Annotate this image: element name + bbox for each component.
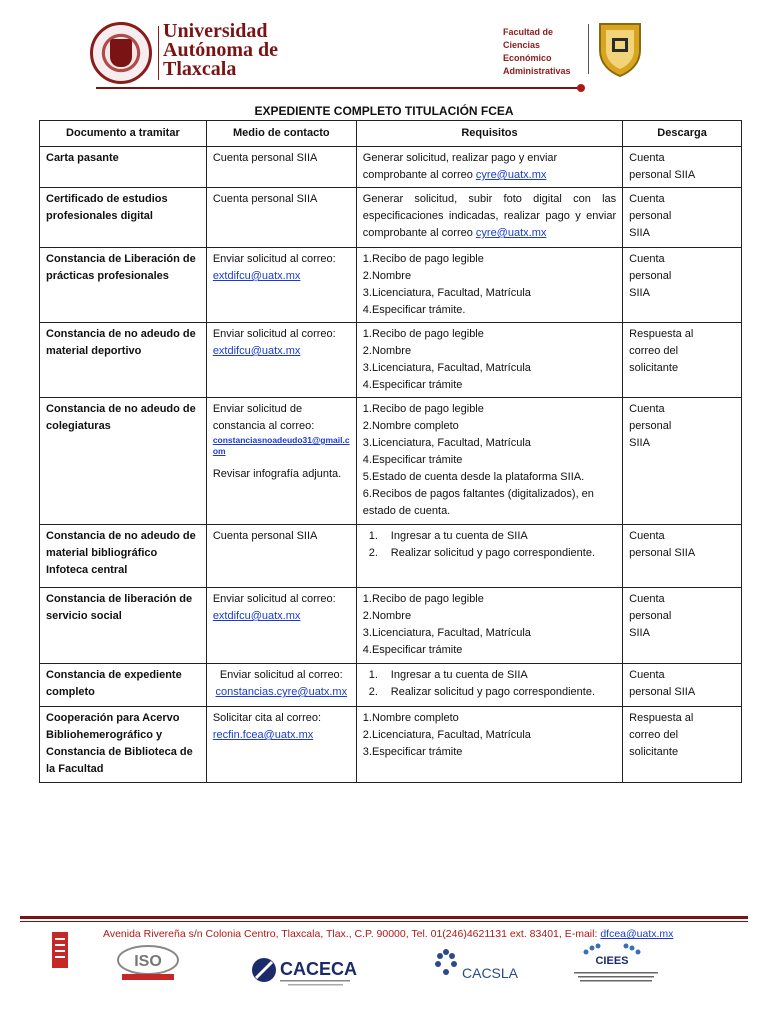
- footer-address: [103, 928, 673, 940]
- contact-cell: Cuenta personal SIIA: [206, 147, 356, 188]
- footer-rule: [20, 916, 748, 919]
- download-line: Cuenta: [629, 530, 665, 542]
- requirements-cell: [356, 707, 622, 783]
- download-line: Cuenta: [629, 593, 665, 605]
- faculty-name-line: Ciencias: [503, 40, 541, 50]
- document-cell: Certificado de estudios profesionales digital: [40, 188, 207, 248]
- header-rule: [96, 87, 582, 89]
- contact-text: Enviar solicitud al correo:: [212, 593, 336, 605]
- certification-logo: [52, 932, 68, 982]
- contact-text: Enviar solicitud al correo:: [212, 328, 336, 340]
- header-divider: [158, 26, 159, 80]
- requirement-item: 3.Licenciatura, Facultad, Matrícula: [362, 627, 531, 639]
- step-text: Ingresar a tu cuenta de SIIA: [390, 669, 528, 681]
- column-header-requisitos: Requisitos: [356, 121, 622, 147]
- requirement-item: 3.Licenciatura, Facultad, Matrícula: [362, 287, 531, 299]
- header-rule-dot: [577, 84, 585, 92]
- requirement-item: 2.Nombre: [362, 270, 412, 282]
- download-cell: [623, 664, 742, 707]
- email-link[interactable]: extdifcu@uatx.mx: [212, 610, 301, 622]
- requirement-step: [363, 667, 616, 684]
- requirement-item: 1.Recibo de pago legible: [362, 593, 484, 605]
- requirements-cell: [356, 664, 622, 707]
- document-cell: Constancia de no adeudo de material deportivo: [40, 323, 207, 398]
- requirements-cell: [356, 525, 622, 588]
- download-line: Cuenta: [629, 152, 665, 164]
- download-line: personal: [629, 270, 672, 282]
- download-line: SIIA: [629, 437, 650, 449]
- step-text: Realizar solicitud y pago correspondiente.: [390, 686, 596, 698]
- requirement-item: 4.Especificar trámite: [362, 454, 463, 466]
- requirement-item: 2.Licenciatura, Facultad, Matrícula: [362, 729, 531, 741]
- email-link[interactable]: constancias.cyre@uatx.mx: [215, 686, 348, 698]
- requirements-text: Generar solicitud, realizar pago y enviar comprobante al correo: [362, 152, 558, 181]
- requirement-item: 2.Nombre completo: [362, 420, 459, 432]
- requirement-item: 4.Especificar trámite: [362, 644, 463, 656]
- download-cell: [623, 398, 742, 525]
- download-line: correo del: [629, 729, 679, 741]
- table-row: [40, 323, 742, 398]
- download-cell: [623, 323, 742, 398]
- email-link[interactable]: recfin.fcea@uatx.mx: [212, 729, 314, 741]
- cacsla-logo-text: CACSLA: [462, 965, 519, 981]
- university-name-line: Universidad: [163, 20, 268, 42]
- requirement-item: 1.Recibo de pago legible: [362, 328, 484, 340]
- download-line: correo del: [629, 345, 679, 357]
- download-line: Cuenta: [629, 403, 665, 415]
- step-number: 2.: [368, 686, 378, 698]
- download-line: personal SIIA: [629, 547, 696, 559]
- download-line: Cuenta: [629, 193, 665, 205]
- download-cell: [623, 525, 742, 588]
- caceca-logo: [248, 950, 358, 990]
- faculty-name-line: Administrativas: [503, 66, 571, 76]
- requirements-cell: [356, 147, 622, 188]
- column-header-medio: Medio de contacto: [206, 121, 356, 147]
- table-row: [40, 588, 742, 664]
- download-line: Respuesta al: [629, 712, 694, 724]
- contact-text: Enviar solicitud al correo:: [219, 669, 343, 681]
- ciees-logo: [566, 942, 666, 988]
- iso-logo-text: ISO: [134, 953, 162, 970]
- contact-cell: [206, 588, 356, 664]
- requirement-item: 4.Especificar trámite: [362, 379, 463, 391]
- requirement-item: 1.Recibo de pago legible: [362, 403, 484, 415]
- download-line: solicitante: [629, 362, 679, 374]
- contact-cell: Cuenta personal SIIA: [206, 188, 356, 248]
- requirement-item: 3.Licenciatura, Facultad, Matrícula: [362, 437, 531, 449]
- document-cell: Constancia de expediente completo: [40, 664, 207, 707]
- document-cell: Constancia de no adeudo de material bibliográfico Infoteca central: [40, 525, 207, 588]
- requirement-step: [363, 545, 616, 562]
- page-title: EXPEDIENTE COMPLETO TITULACIÓN FCEA: [254, 104, 514, 118]
- requirement-step: [363, 528, 616, 545]
- download-line: personal SIIA: [629, 169, 696, 181]
- contact-cell: [206, 323, 356, 398]
- download-cell: [623, 588, 742, 664]
- requirement-item: 1.Recibo de pago legible: [362, 253, 484, 265]
- faculty-divider: [588, 24, 589, 74]
- email-link[interactable]: extdifcu@uatx.mx: [212, 270, 301, 282]
- download-line: personal: [629, 420, 672, 432]
- step-text: Ingresar a tu cuenta de SIIA: [390, 530, 528, 542]
- table-row: [40, 525, 742, 588]
- document-cell: Cooperación para Acervo Bibliohemerográfico y Constancia de Biblioteca de la Facultad: [40, 707, 207, 783]
- email-link[interactable]: constanciasnoadeudo31@gmail.com: [212, 435, 350, 456]
- ciees-logo-text: CIEES: [595, 955, 629, 967]
- download-line: Cuenta: [629, 253, 665, 265]
- requirement-item: 6.Recibos de pagos faltantes (digitalizados), en estado de cuenta.: [362, 488, 594, 517]
- requirement-item: 5.Estado de cuenta desde la plataforma SIIA.: [362, 471, 585, 483]
- table-row: [40, 398, 742, 525]
- download-line: solicitante: [629, 746, 679, 758]
- address-text: Avenida Rivereña s/n Colonia Centro, Tlaxcala, Tlax., C.P. 90000, Tel. 01(246)4621131 ext. 83401, E-mail:: [103, 928, 601, 940]
- step-number: 1.: [368, 530, 378, 542]
- university-name-line: Tlaxcala: [163, 58, 237, 80]
- faculty-name-line: Económico: [503, 53, 552, 63]
- requirements-table: [39, 120, 742, 783]
- step-number: 1.: [368, 669, 378, 681]
- table-row: [40, 664, 742, 707]
- download-line: Respuesta al: [629, 328, 694, 340]
- download-cell: [623, 248, 742, 323]
- table-row: [40, 707, 742, 783]
- contact-text: Solicitar cita al correo:: [212, 712, 322, 724]
- download-line: personal SIIA: [629, 686, 696, 698]
- column-header-documento: Documento a tramitar: [40, 121, 207, 147]
- document-cell: Constancia de Liberación de prácticas profesionales: [40, 248, 207, 323]
- faculty-name: [503, 26, 571, 78]
- requirement-item: 2.Nombre: [362, 345, 412, 357]
- step-number: 2.: [368, 547, 378, 559]
- download-line: SIIA: [629, 627, 650, 639]
- requirement-item: 4.Especificar trámite.: [362, 304, 466, 316]
- iso-logo: [116, 940, 180, 986]
- download-cell: [623, 147, 742, 188]
- faculty-shield-logo: [594, 20, 646, 78]
- contact-cell: [206, 248, 356, 323]
- contact-note: Revisar infografía adjunta.: [212, 468, 342, 480]
- footer-rule-thin: [20, 921, 748, 922]
- download-cell: [623, 707, 742, 783]
- requirement-item: 3.Especificar trámite: [362, 746, 463, 758]
- download-line: SIIA: [629, 227, 650, 239]
- contact-text: Enviar solicitud de constancia al correo:: [212, 403, 315, 432]
- download-line: Cuenta: [629, 669, 665, 681]
- email-link[interactable]: cyre@uatx.mx: [475, 169, 547, 181]
- download-line: personal: [629, 210, 672, 222]
- table-row: [40, 147, 742, 188]
- faculty-name-line: Facultad de: [503, 27, 554, 37]
- footer-email-link[interactable]: dfcea@uatx.mx: [600, 928, 674, 940]
- download-line: SIIA: [629, 287, 650, 299]
- requirement-item: 1.Nombre completo: [362, 712, 459, 724]
- contact-text: Enviar solicitud al correo:: [212, 253, 336, 265]
- university-seal-logo: [90, 22, 152, 84]
- email-link[interactable]: extdifcu@uatx.mx: [212, 345, 301, 357]
- email-link[interactable]: cyre@uatx.mx: [475, 227, 547, 239]
- download-line: personal: [629, 610, 672, 622]
- document-cell: Constancia de no adeudo de colegiaturas: [40, 398, 207, 525]
- requirement-step: [363, 684, 616, 701]
- university-name: [163, 22, 278, 79]
- requirements-cell: [356, 323, 622, 398]
- document-cell: Carta pasante: [40, 147, 207, 188]
- download-cell: [623, 188, 742, 248]
- document-cell: Constancia de liberación de servicio social: [40, 588, 207, 664]
- contact-cell: Cuenta personal SIIA: [206, 525, 356, 588]
- university-name-line: Autónoma de: [163, 39, 279, 61]
- cacsla-logo: [432, 946, 522, 986]
- table-row: [40, 248, 742, 323]
- requirements-cell: [356, 398, 622, 525]
- contact-cell: [206, 707, 356, 783]
- table-header-row: [40, 121, 742, 147]
- step-text: Realizar solicitud y pago correspondiente.: [390, 547, 596, 559]
- requirement-item: 3.Licenciatura, Facultad, Matrícula: [362, 362, 531, 374]
- requirement-item: 2.Nombre: [362, 610, 412, 622]
- caceca-logo-text: CACECA: [280, 959, 358, 979]
- requirements-cell: [356, 188, 622, 248]
- contact-cell: [206, 664, 356, 707]
- requirements-cell: [356, 248, 622, 323]
- table-row: [40, 188, 742, 248]
- requirements-text: Generar solicitud, subir foto digital con las especificaciones indicadas, realizar pago y enviar comprobante al correo: [362, 193, 617, 239]
- requirements-cell: [356, 588, 622, 664]
- column-header-descarga: Descarga: [623, 121, 742, 147]
- contact-cell: [206, 398, 356, 525]
